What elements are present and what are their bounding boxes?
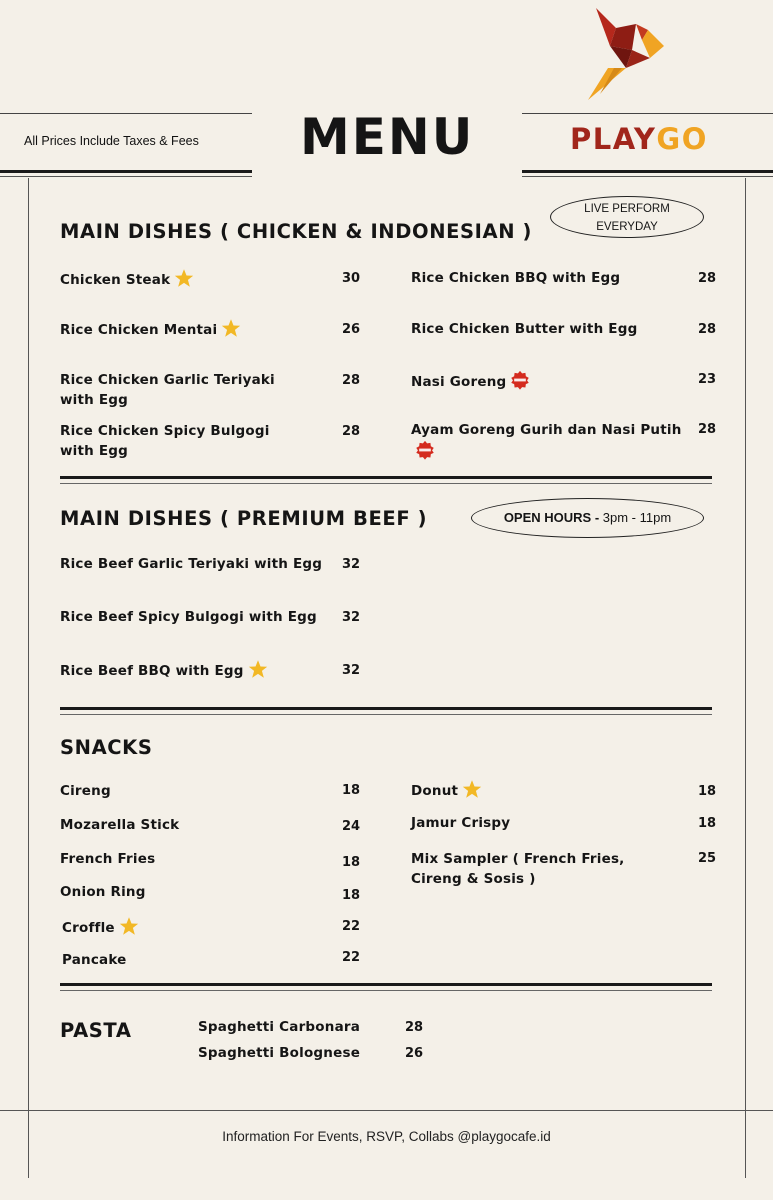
item-name: Mozarella Stick	[60, 817, 180, 833]
item-name: Spaghetti Carbonara	[198, 1019, 361, 1035]
section-divider	[60, 476, 712, 479]
item-name: Rice Beef Garlic Teriyaki with Egg	[60, 556, 323, 572]
item-price: 22	[342, 919, 361, 934]
item-price: 28	[698, 271, 717, 286]
menu-item	[60, 659, 330, 681]
section-title-beef: MAIN DISHES ( PREMIUM BEEF )	[60, 507, 428, 530]
item-name: Donut	[411, 783, 459, 799]
star-icon	[221, 318, 241, 338]
menu-item	[62, 916, 139, 938]
header-rule-right-bottom	[522, 170, 773, 173]
item-price: 18	[342, 783, 361, 798]
brand-part-play: PLAY	[570, 122, 657, 156]
section-title-chicken: MAIN DISHES ( CHICKEN & INDONESIAN )	[60, 220, 533, 243]
live-perform-line1: LIVE PERFORM	[584, 203, 670, 215]
item-name: Ayam Goreng Gurih dan Nasi Putih	[411, 422, 682, 438]
item-name: Rice Chicken Mentai	[60, 322, 218, 338]
header-rule-right-top	[522, 113, 773, 114]
item-name: Rice Beef BBQ with Egg	[60, 663, 244, 679]
item-name: Rice Chicken Butter with Egg	[411, 321, 638, 337]
price-note: All Prices Include Taxes & Fees	[24, 134, 199, 148]
item-price: 32	[342, 557, 361, 572]
frame-left-border	[28, 178, 29, 1178]
page-title: MENU	[300, 108, 475, 166]
item-price: 32	[342, 663, 361, 678]
item-price: 32	[342, 610, 361, 625]
item-price: 18	[342, 855, 361, 870]
new-badge-icon	[510, 370, 530, 390]
item-price: 18	[342, 888, 361, 903]
item-name: Rice Beef Spicy Bulgogi with Egg	[60, 609, 317, 625]
section-divider-thin	[60, 714, 712, 715]
item-price: 28	[342, 424, 361, 439]
menu-item	[411, 779, 482, 801]
item-price: 28	[698, 422, 717, 437]
menu-item	[60, 318, 290, 340]
bird-logo-icon	[586, 6, 666, 102]
menu-item	[60, 268, 290, 290]
item-price: 28	[405, 1020, 424, 1035]
item-price: 30	[342, 271, 361, 286]
frame-right-border	[745, 178, 746, 1178]
item-price: 24	[342, 819, 361, 834]
item-price: 28	[698, 322, 717, 337]
item-name: Croffle	[62, 920, 115, 936]
item-price: 22	[342, 950, 361, 965]
star-icon	[462, 779, 482, 799]
item-price: 26	[342, 322, 361, 337]
new-badge-icon	[415, 440, 435, 460]
item-name: Rice Chicken Spicy Bulgogi with Egg	[60, 423, 270, 459]
open-hours-label: OPEN HOURS -	[503, 510, 600, 525]
footer-info: Information For Events, RSVP, Collabs @playgocafe.id	[222, 1129, 551, 1144]
section-divider-thin	[60, 483, 712, 484]
item-name: Nasi Goreng	[411, 374, 507, 390]
item-name: Rice Chicken Garlic Teriyaki with Egg	[60, 372, 275, 408]
section-divider	[60, 983, 712, 986]
section-title-pasta: PASTA	[60, 1019, 132, 1042]
item-price: 23	[698, 372, 717, 387]
item-name: Chicken Steak	[60, 272, 171, 288]
item-price: 18	[698, 816, 717, 831]
star-icon	[248, 659, 268, 679]
header-rule-left-bottom-thin	[0, 176, 252, 177]
item-name: Jamur Crispy	[411, 815, 511, 831]
live-perform-line2: EVERYDAY	[596, 221, 658, 233]
open-hours-badge	[471, 498, 704, 538]
brand-part-go: GO	[656, 122, 708, 156]
star-icon	[119, 916, 139, 936]
item-name: Rice Chicken BBQ with Egg	[411, 270, 621, 286]
live-perform-badge	[550, 196, 704, 238]
menu-item	[411, 420, 701, 462]
item-price: 18	[698, 784, 717, 799]
menu-item	[411, 370, 691, 392]
item-name: Pancake	[62, 952, 127, 968]
item-name: French Fries	[60, 851, 156, 867]
header-rule-left-top	[0, 113, 252, 114]
star-icon	[174, 268, 194, 288]
item-name: Cireng	[60, 783, 111, 799]
section-title-snacks: SNACKS	[60, 736, 153, 759]
item-name: Spaghetti Bolognese	[198, 1045, 361, 1061]
item-price: 28	[342, 373, 361, 388]
open-hours-value: 3pm - 11pm	[602, 510, 672, 525]
item-name: Mix Sampler ( French Fries, Cireng & Sosis )	[411, 851, 625, 887]
item-name: Onion Ring	[60, 884, 146, 900]
header-rule-right-bottom-thin	[522, 176, 773, 177]
brand-wordmark	[570, 122, 708, 156]
section-divider	[60, 707, 712, 710]
section-divider-thin	[60, 990, 712, 991]
header-rule-left-bottom	[0, 170, 252, 173]
footer-rule	[0, 1110, 773, 1111]
item-price: 26	[405, 1046, 424, 1061]
item-price: 25	[698, 851, 717, 866]
